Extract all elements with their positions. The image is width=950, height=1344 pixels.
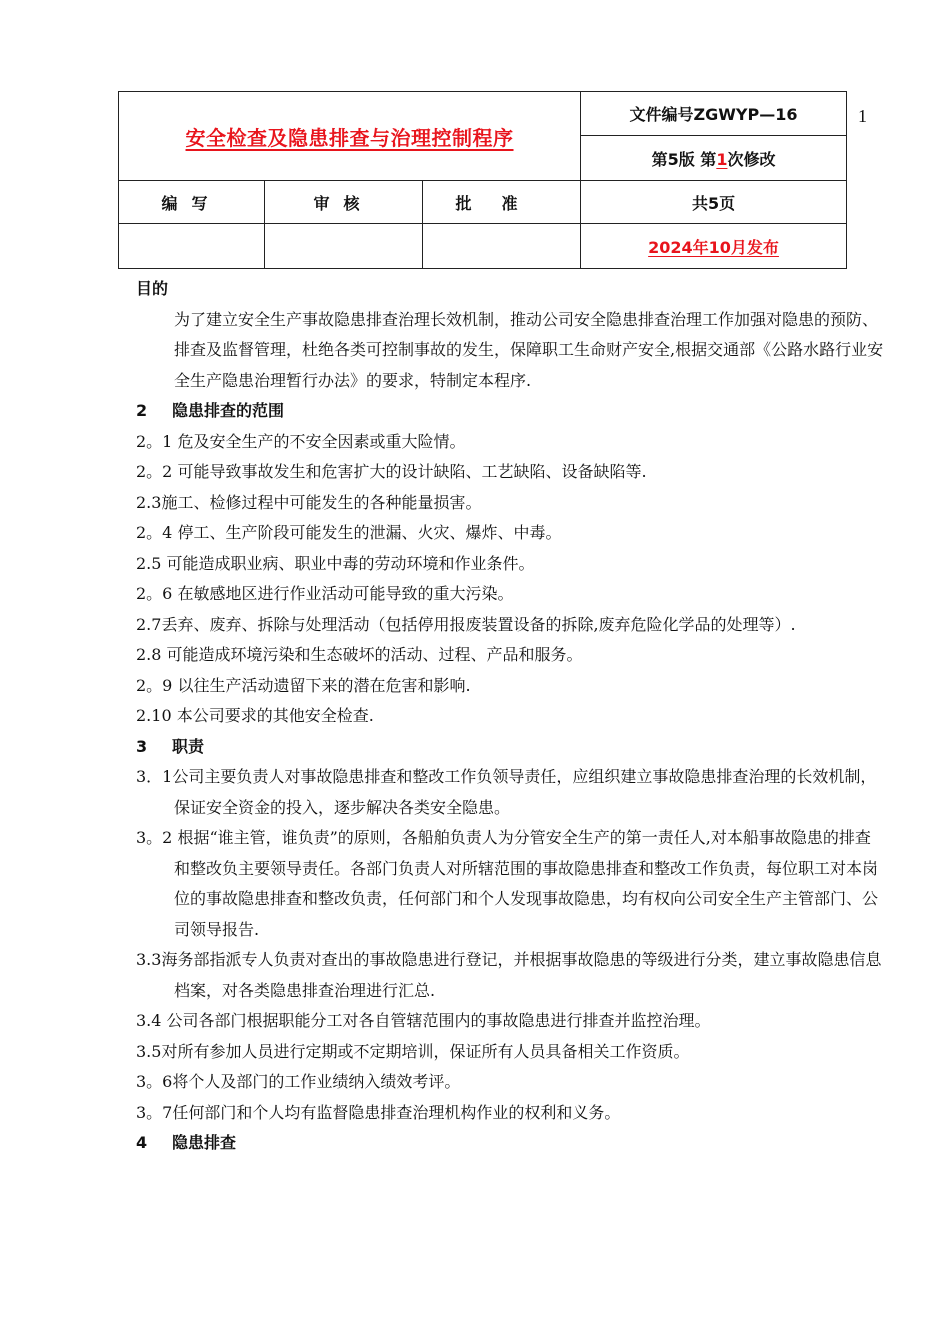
section-2-item: 2。1 危及安全生产的不安全因素或重大险情。 [136, 431, 466, 451]
section-2-item: 2。2 可能导致事故发生和危害扩大的设计缺陷、工艺缺陷、设备缺陷等. [136, 462, 647, 481]
section-2-item: 2。4 停工、生产阶段可能发生的泄漏、火灾、爆炸、中毒。 [136, 523, 562, 542]
review-signature-cell [265, 224, 423, 269]
section-2-item: 2.3施工、检修过程中可能发生的各种能量损害。 [136, 492, 482, 512]
version: 第5版 [651, 149, 695, 169]
section-4-heading: 4 隐患排查 [136, 1133, 237, 1152]
section-3-item: 3.5对所有参加人员进行定期或不定期培训，保证所有人员具备相关工作资质。 [136, 1041, 690, 1061]
section-2-item: 2.10 本公司要求的其他安全检查. [136, 706, 374, 725]
col-write: 编写 [119, 181, 265, 224]
revision-number: 1 [716, 149, 728, 169]
document-body [136, 274, 886, 1159]
purpose-text: 为了建立安全生产事故隐患排查治理长效机制，推动公司安全隐患排查治理工作加强对隐患的预防、排查及监督管理，杜绝各类可控制事故的发生，保障职工生命财产安全,根据交通部《公路水路行业安全生产隐患治理暂行办法》的要求，特制定本程序. [174, 309, 884, 390]
revision-suffix: 次修改 [727, 149, 776, 169]
file-number: 文件编号ZGWYP—16 [581, 92, 847, 136]
section-2-item: 2。6 在敏感地区进行作业活动可能导致的重大污染。 [136, 584, 514, 603]
section-2-item: 2.8 可能造成环境污染和生态破坏的活动、过程、产品和服务。 [136, 645, 583, 664]
section-2-item: 2.7丢弃、废弃、拆除与处理活动（包括停用报废装置设备的拆除,废弃危险化学品的处理等）. [136, 614, 796, 634]
revision-prefix: 第 [700, 149, 717, 169]
issue-date: 2024年10月发布 [581, 224, 847, 269]
col-approve: 批准 [423, 181, 581, 224]
section-3-heading: 3 职责 [136, 736, 205, 756]
write-signature-cell [119, 224, 265, 269]
section-3-item: 3．1公司主要负责人对事故隐患排查和整改工作负领导责任，应组织建立事故隐患排查治理的长效机制，保证安全资金的投入，逐步解决各类安全隐患。 [136, 767, 877, 817]
section-2-item: 2.5 可能造成职业病、职业中毒的劳动环境和作业条件。 [136, 553, 535, 573]
document-title: 安全检查及隐患排查与治理控制程序 [185, 125, 514, 150]
col-review: 审核 [265, 181, 423, 224]
section-3-item: 3。6将个人及部门的工作业绩纳入绩效考评。 [136, 1072, 461, 1091]
section-3-item: 3.4 公司各部门根据职能分工对各自管辖范围内的事故隐患进行排查并监控治理。 [136, 1011, 711, 1030]
version-revision [581, 136, 847, 181]
section-3-item: 3。2 根据“谁主管，谁负责”的原则，各船舶负责人为分管安全生产的第一责任人,对本船事故隐患的排查和整改负主要领导责任。各部门负责人对所辖范围的事故隐患排查和整改工作负责，每位职工对本岗位的事故隐患排查和整改负责，任何部门和个人发现事故隐患，均有权向公司安全生产主管部门、公司领导报告. [136, 828, 879, 939]
total-pages: 共5页 [581, 181, 847, 224]
section-2-heading: 2 隐患排查的范围 [136, 401, 285, 420]
approve-signature-cell [423, 224, 581, 269]
purpose-heading: 目的 [136, 279, 169, 298]
section-2-item: 2。9 以往生产活动遗留下来的潜在危害和影响. [136, 675, 471, 695]
section-3-item: 3。7任何部门和个人均有监督隐患排查治理机构作业的权利和义务。 [136, 1102, 621, 1122]
document-title-cell [119, 92, 581, 181]
page-number: 1 [858, 106, 867, 126]
section-3-item: 3.3海务部指派专人负责对查出的事故隐患进行登记，并根据事故隐患的等级进行分类，建立事故隐患信息档案，对各类隐患排查治理进行汇总. [136, 950, 882, 1000]
document-header-table [118, 91, 847, 269]
